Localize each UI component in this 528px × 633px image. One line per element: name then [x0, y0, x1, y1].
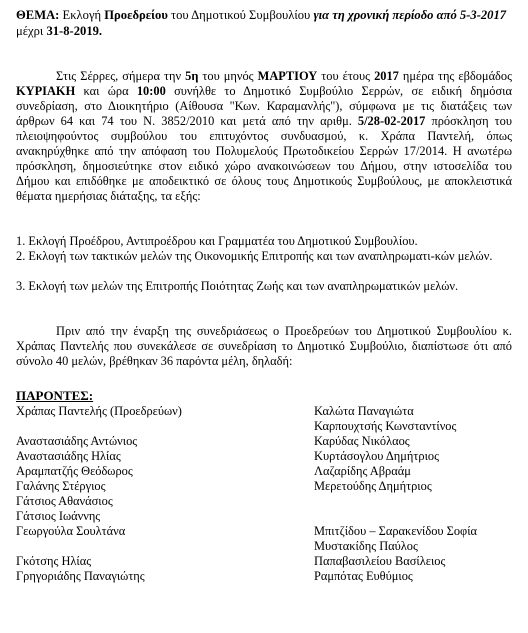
subject-bold-1: Προεδρείου — [104, 8, 168, 22]
quorum-paragraph: Πριν από την έναρξη της συνεδριάσεως ο Προεδρεύων του Δημοτικού Συμβουλίου κ. Χράπας Παντελής που συνεκάλεσε σε συνεδρίαση το Δημοτικό Συμβούλιο, διαπίστωσε ότι από σύνολο 40 μελών, βρέθηκαν 36 παρόντα μέλη, δηλαδή: — [16, 324, 512, 368]
present-member: Μυστακίδης Παύλος — [314, 539, 418, 553]
present-member: Αραμπατζής Θεόδωρος — [16, 464, 133, 478]
present-member — [314, 494, 524, 509]
present-member: Κυρτάσογλου Δημήτριος — [314, 449, 440, 463]
present-member: Γρηγοριάδης Παναγιώτης — [16, 569, 145, 583]
intro-text-4: ημέρα της εβδομάδος — [398, 69, 512, 83]
present-member: Γκότσης Ηλίας — [16, 554, 92, 568]
present-member: Καρύδας Νικόλαος — [314, 434, 410, 448]
present-member: Καλώτα Παναγιώτα — [314, 404, 414, 418]
intro-time: 10:00 — [136, 84, 166, 98]
present-member: Χράπας Παντελής (Προεδρεύων) — [16, 404, 182, 418]
intro-text-6: συνήλθε το Δημοτικό Συμβούλιο Σερρών, σε ειδική δημόσια συνεδρίαση, στο Διοικητήριο (Αίθουσα "Κων. Καραμανλής"), σύμφωνα με τις διατάξεις των άρθρων 64 και 74 του Ν. 3852/2010 και μετά από την αριθμ. — [16, 84, 512, 128]
intro-year: 2017 — [374, 69, 399, 83]
intro-invitation-ref: 5/28-02-2017 — [357, 114, 426, 128]
intro-text-2: του μηνός — [198, 69, 258, 83]
present-member: Αναστασιάδης Ηλίας — [16, 449, 121, 463]
agenda-item: 3. Εκλογή των μελών της Επιτροπής Ποιότητας Ζωής και των αναπληρωματικών μελών. — [16, 279, 459, 293]
present-member: Μπιτζίδου – Σαρακενίδου Σοφία — [314, 524, 478, 538]
intro-day: 5η — [185, 69, 199, 83]
present-member: Γαλάνης Στέργιος — [16, 479, 106, 493]
present-member: Αναστασιάδης Αντώνιος — [16, 434, 138, 448]
present-member: Γάτσιος Ιωάννης — [16, 509, 101, 523]
agenda-item: 1. Εκλογή Προέδρου, Αντιπροέδρου και Γραμματέα του Δημοτικού Συμβουλίου. — [16, 234, 418, 248]
present-member — [314, 509, 524, 524]
intro-text-3: του έτους — [317, 69, 375, 83]
subject-period: για τη χρονική περίοδο από 5-3-2017 — [313, 8, 507, 22]
subject-text-2: του Δημοτικού Συμβουλίου — [167, 8, 314, 22]
present-member: Ραμπότας Ευθύμιος — [314, 569, 413, 583]
intro-weekday: ΚΥΡΙΑΚΗ — [16, 84, 76, 98]
subject-end-date: 31-8-2019. — [46, 24, 103, 38]
present-list-left — [16, 404, 276, 584]
subject-label: ΘΕΜΑ: — [16, 8, 60, 22]
document-subject — [16, 7, 516, 39]
present-member — [16, 419, 276, 434]
present-member: Λαζαρίδης Αβραάμ — [314, 464, 411, 478]
intro-text-5: και ώρα — [75, 84, 137, 98]
present-member: Μερετούδης Δημήτριος — [314, 479, 432, 493]
present-member: Παπαβασιλείου Βασίλειος — [314, 554, 446, 568]
present-member: Γεωργούλα Σουλτάνα — [16, 524, 126, 538]
intro-text-7: πρόσκληση του πλειοψηφούντος συμβούλου του επιτυχόντος συνδυασμού, κ. Χράπα Παντελή, όπως ανακηρύχθηκε από την απόφαση του Πολυμελούς Πρωτοδικείου Σερρών 17/2014. Η ανωτέρω πρόσκληση, δημοσιεύτηκε στον ειδικό χώρο ανακοινώσεων του Δήμου, στην ιστοσελίδα του Δήμου και επιδόθηκε με αποδεικτικό σε όλους τους Δημοτικούς Συμβούλους, με αποκλειστικά θέματα ημερήσιας διάταξης, τα εξής: — [16, 114, 512, 203]
present-heading: ΠΑΡΟΝΤΕΣ: — [16, 388, 94, 403]
present-member: Καρπουχτσής Κωνσταντίνος — [314, 419, 457, 433]
subject-text-3: μέχρι — [16, 24, 47, 38]
present-member: Γάτσιος Αθανάσιος — [16, 494, 113, 508]
intro-month: ΜΑΡΤΙΟΥ — [257, 69, 318, 83]
subject-text-1: Εκλογή — [59, 8, 105, 22]
intro-text-1: Στις Σέρρες, σήμερα την — [56, 69, 186, 83]
agenda-item: 2. Εκλογή των τακτικών μελών της Οικονομικής Επιτροπής και των αναπληρωματι-κών μελών. — [16, 249, 493, 263]
present-member — [16, 539, 276, 554]
intro-paragraph — [16, 69, 512, 204]
present-list-right — [314, 404, 524, 584]
